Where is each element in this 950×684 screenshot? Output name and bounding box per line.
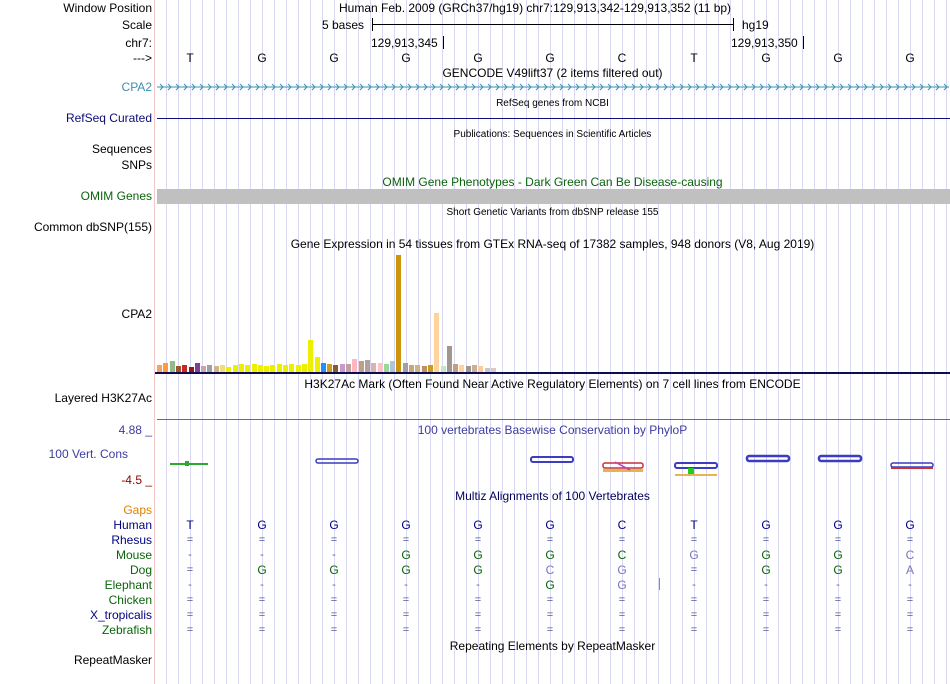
publications-track-title[interactable]: Publications: Sequences in Scientific Articles (453, 129, 652, 140)
alignment-base: = (690, 564, 698, 576)
alignment-base: = (186, 564, 194, 576)
alignment-base: G (473, 548, 483, 562)
base-letter: G (257, 51, 267, 65)
phylop-max-label: 4.88 _ (118, 423, 152, 437)
alignment-base: G (401, 518, 411, 532)
scale-text: 5 bases (322, 18, 365, 32)
alignment-base: G (617, 563, 627, 577)
alignment-base: - (188, 579, 192, 591)
alignment-base: G (545, 578, 555, 592)
alignment-base: = (690, 594, 698, 606)
alignment-base: = (546, 609, 554, 621)
alignment-base: = (402, 609, 410, 621)
species-label[interactable]: Elephant (104, 578, 152, 592)
alignment-base: - (404, 579, 408, 591)
repeatmasker-label[interactable]: RepeatMasker (73, 653, 152, 667)
alignment-base: G (761, 563, 771, 577)
alignment-base: = (546, 534, 554, 546)
alignment-base: G (833, 548, 843, 562)
phylop-glyph-8 (891, 463, 933, 469)
alignment-base: = (618, 534, 626, 546)
alignment-base: G (473, 518, 483, 532)
species-label[interactable]: Mouse (115, 548, 152, 562)
alignment-base: = (474, 609, 482, 621)
alignment-base: = (258, 534, 266, 546)
alignment-base: = (762, 594, 770, 606)
alignment-base: = (618, 594, 626, 606)
alignment-base: G (401, 563, 411, 577)
alignment-base: = (834, 624, 842, 636)
alignment-base: - (332, 579, 336, 591)
alignment-base: = (618, 609, 626, 621)
alignment-base: = (186, 534, 194, 546)
species-label[interactable]: Human (113, 518, 152, 532)
publications-label[interactable]: Sequences (91, 142, 152, 156)
alignment-base: = (906, 534, 914, 546)
alignment-base: = (330, 534, 338, 546)
alignment-base: = (834, 609, 842, 621)
species-label[interactable]: Zebrafish (101, 623, 152, 637)
alignment-base: = (402, 624, 410, 636)
scale-assembly: hg19 (742, 18, 769, 32)
h3k27ac-track-title[interactable]: H3K27Ac Mark (Often Found Near Active Regulatory Elements) on 7 cell lines from ENCODE (304, 377, 801, 391)
alignment-base: - (764, 579, 768, 591)
phylop-glyph-3 (531, 457, 573, 462)
alignment-base: T (690, 518, 698, 532)
alignment-base: = (906, 594, 914, 606)
base-letter: T (186, 51, 194, 65)
alignment-base: = (834, 534, 842, 546)
alignment-base: = (474, 534, 482, 546)
phylop-label[interactable]: 100 Vert. Cons (48, 447, 128, 461)
omim-track-title[interactable]: OMIM Gene Phenotypes - Dark Green Can Be Disease-causing (382, 175, 723, 189)
refseq-label[interactable]: RefSeq Curated (65, 111, 152, 125)
alignment-base: = (402, 594, 410, 606)
base-letter: G (545, 51, 555, 65)
repeatmasker-track-title[interactable]: Repeating Elements by RepeatMasker (449, 639, 656, 653)
alignment-base: = (402, 534, 410, 546)
coord-right: 129,913,350 (731, 36, 798, 50)
alignment-base: = (834, 594, 842, 606)
alignment-base: G (761, 518, 771, 532)
base-letter: G (905, 51, 915, 65)
alignment-base: G (257, 563, 267, 577)
chrom-label: chr7: (125, 36, 152, 50)
window-position-value[interactable]: Human Feb. 2009 (GRCh37/hg19) chr7:129,913,342-129,913,352 (11 bp) (339, 1, 732, 15)
gencode-item-label[interactable]: CPA2 (121, 80, 152, 94)
alignment-base: - (188, 549, 192, 561)
alignment-base: = (618, 624, 626, 636)
alignment-base: C (545, 563, 555, 577)
base-letter: G (473, 51, 483, 65)
alignment-base: = (258, 624, 266, 636)
alignment-base: = (690, 534, 698, 546)
alignment-base: = (762, 624, 770, 636)
alignment-base: = (330, 624, 338, 636)
alignment-base: = (906, 609, 914, 621)
gtex-track-title[interactable]: Gene Expression in 54 tissues from GTEx RNA-seq of 17382 samples, 948 donors (V8, Aug 2019) (290, 237, 815, 251)
alignment-base: G (329, 518, 339, 532)
alignment-base: - (260, 549, 264, 561)
snps-label[interactable]: SNPs (121, 158, 152, 172)
alignment-base: = (186, 609, 194, 621)
phylop-glyph-2 (316, 459, 358, 463)
strand-arrow-label: ---> (133, 51, 152, 65)
dbsnp-label[interactable]: Common dbSNP(155) (33, 220, 152, 234)
alignment-base: - (332, 549, 336, 561)
alignment-base: = (762, 609, 770, 621)
alignment-base: G (689, 548, 699, 562)
alignment-base: G (545, 548, 555, 562)
alignment-base: = (546, 624, 554, 636)
alignment-base: - (476, 579, 480, 591)
alignment-base: = (546, 594, 554, 606)
alignment-base: = (186, 594, 194, 606)
alignment-base: G (905, 518, 915, 532)
alignment-base: G (833, 563, 843, 577)
alignment-base: - (908, 579, 912, 591)
phylop-glyph-6 (747, 456, 789, 461)
base-letter: G (833, 51, 843, 65)
species-label[interactable]: Rhesus (111, 533, 152, 547)
base-letter: G (329, 51, 339, 65)
elephant-insertion-marker[interactable] (659, 578, 660, 590)
scale-label: Scale (121, 18, 152, 32)
alignment-base: = (474, 594, 482, 606)
alignment-base: G (545, 518, 555, 532)
base-letter: T (690, 51, 698, 65)
phylop-track-title[interactable]: 100 vertebrates Basewise Conservation by PhyloP (417, 423, 688, 437)
alignment-base: - (836, 579, 840, 591)
coord-left: 129,913,345 (371, 36, 438, 50)
window-position-label: Window Position (63, 1, 152, 15)
alignment-base: G (617, 578, 627, 592)
alignment-base: A (905, 563, 914, 577)
alignment-base: = (186, 624, 194, 636)
species-label[interactable]: Dog (129, 563, 152, 577)
alignment-base: C (617, 548, 627, 562)
alignment-base: = (762, 534, 770, 546)
species-label[interactable]: X_tropicalis (89, 608, 152, 622)
base-letter: C (617, 51, 627, 65)
gencode-track-title[interactable]: GENCODE V49lift37 (2 items filtered out) (442, 66, 663, 80)
phylop-glyph-1 (170, 461, 208, 466)
omim-label[interactable]: OMIM Genes (80, 189, 152, 203)
refseq-track-title[interactable]: RefSeq genes from NCBI (496, 98, 609, 109)
dbsnp-track-title[interactable]: Short Genetic Variants from dbSNP release 155 (446, 207, 659, 218)
alignment-base: G (329, 563, 339, 577)
multiz-track-title[interactable]: Multiz Alignments of 100 Vertebrates (455, 489, 650, 503)
alignment-base: = (474, 624, 482, 636)
species-label[interactable]: Chicken (108, 593, 152, 607)
alignment-base: C (905, 548, 915, 562)
alignment-base: = (258, 609, 266, 621)
base-letter: G (401, 51, 411, 65)
alignment-base: = (330, 609, 338, 621)
alignment-base: = (690, 609, 698, 621)
alignment-base: - (692, 579, 696, 591)
phylop-glyph-5 (675, 463, 717, 476)
phylop-min-label: -4.5 _ (121, 473, 152, 487)
alignment-base: - (260, 579, 264, 591)
h3k27ac-label[interactable]: Layered H3K27Ac (54, 391, 152, 405)
gaps-label[interactable]: Gaps (123, 503, 152, 517)
alignment-base: T (186, 518, 194, 532)
alignment-base: G (833, 518, 843, 532)
alignment-base: = (330, 594, 338, 606)
phylop-glyph-7 (819, 456, 861, 461)
alignment-base: = (258, 594, 266, 606)
alignment-base: G (401, 548, 411, 562)
alignment-base: C (617, 518, 627, 532)
phylop-glyph-4 (603, 462, 643, 472)
alignment-base: G (257, 518, 267, 532)
alignment-base: G (473, 563, 483, 577)
alignment-base: = (690, 624, 698, 636)
gtex-gene-label[interactable]: CPA2 (121, 307, 152, 321)
base-letter: G (761, 51, 771, 65)
alignment-base: G (761, 548, 771, 562)
alignment-base: = (906, 624, 914, 636)
